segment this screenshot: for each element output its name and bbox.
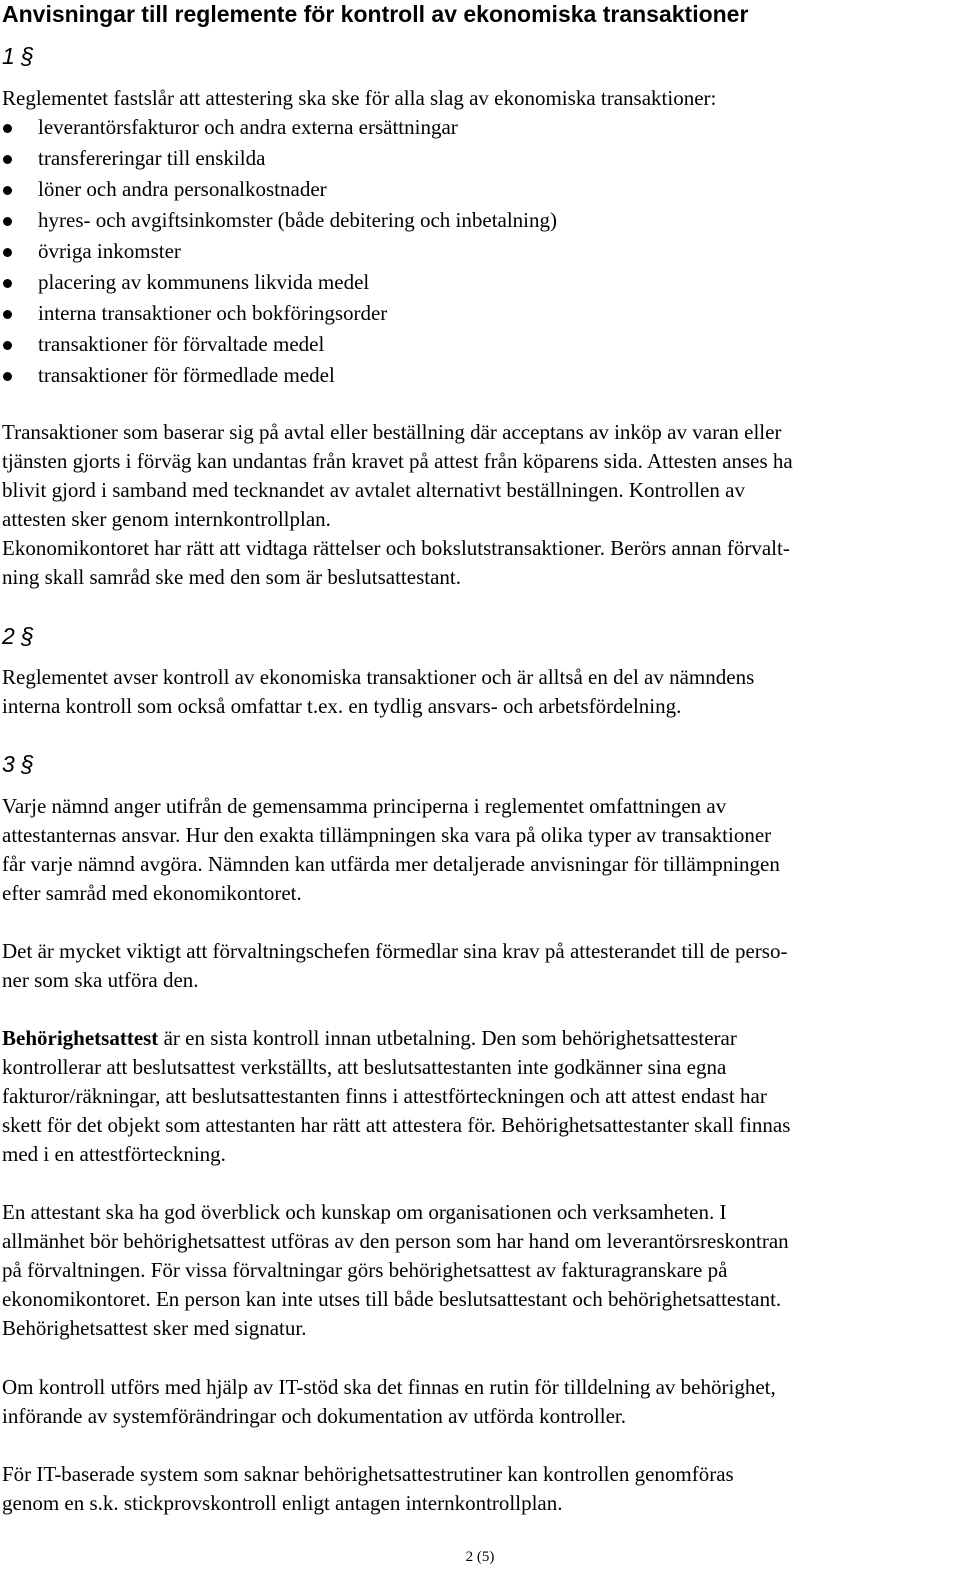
section-3-paragraph-3 [2,1024,956,1169]
text-line: Transaktioner som baserar sig på avtal eller beställning där acceptans av inköp av varan eller [2,420,782,444]
list-item [2,267,557,298]
text-line [2,1024,956,1053]
text-line: med i en attestförteckning. [2,1142,226,1166]
text-line: ekonomikontoret. En person kan inte utses till både beslutsattestant och behörighetsattestant. [2,1287,782,1311]
section-1-number: 1 § [2,43,34,69]
bullet-icon [3,124,12,133]
bullet-icon [3,279,12,288]
list-item-label: övriga inkomster [38,239,181,263]
bullet-icon [3,248,12,257]
text-line: Det är mycket viktigt att förvaltningschefen förmedlar sina krav på attesterandet till de perso- [2,939,788,963]
section-3-paragraph-4 [2,1198,956,1343]
list-item [2,112,557,143]
section-3-paragraph-6 [2,1460,956,1518]
text-segment: är en sista kontroll innan utbetalning. Den som behörighetsattesterar [158,1026,737,1050]
text-line: efter samråd med ekonomikontoret. [2,881,302,905]
list-item-label: löner och andra personalkostnader [38,177,327,201]
text-line: Ekonomikontoret har rätt att vidtaga rättelser och bokslutstransaktioner. Berörs annan förvalt- [2,536,790,560]
text-line: attesten sker genom internkontrollplan. [2,507,331,531]
text-line: genom en s.k. stickprovskontroll enligt antagen internkontrollplan. [2,1491,563,1515]
text-line: Reglementet avser kontroll av ekonomiska transaktioner och är alltså en del av nämndens [2,665,755,689]
section-3-paragraph-1 [2,792,956,908]
list-item [2,360,557,391]
section-1-paragraph [2,418,956,592]
list-item-label: placering av kommunens likvida medel [38,270,370,294]
section-3-paragraph-5 [2,1373,956,1431]
text-line: attestanternas ansvar. Hur den exakta tillämpningen ska vara på olika typer av transaktioner [2,823,772,847]
text-line: Reglementet fastslår att attestering ska ske för alla slag av ekonomiska transaktioner: [2,86,717,110]
text-line: blivit gjord i samband med tecknandet av avtalet alternativt beställningen. Kontrollen av [2,478,745,502]
text-line: fakturor/räkningar, att beslutsattestanten finns i attestförteckningen och att attest endast har [2,1084,767,1108]
text-line: En attestant ska ha god överblick och kunskap om organisationen och verksamheten. I [2,1200,727,1224]
list-item [2,329,557,360]
page-number: 2 (5) [465,1549,495,1565]
bullet-icon [3,310,12,319]
text-line: kontrollerar att beslutsattest verkställts, att beslutsattestanten inte godkänner sina egna [2,1055,727,1079]
text-line: skett för det objekt som attestanten har rätt att attestera för. Behörighetsattestanter skall finnas [2,1113,791,1137]
bullet-icon [3,372,12,381]
document-heading: Anvisningar till reglemente för kontroll av ekonomiska transaktioner [2,1,749,27]
text-line: Varje nämnd anger utifrån de gemensamma principerna i reglementet omfattningen av [2,794,727,818]
bullet-icon [3,155,12,164]
list-item [2,174,557,205]
text-line: på förvaltningen. För vissa förvaltningar görs behörighetsattest av fakturagranskare på [2,1258,728,1282]
bullet-icon [3,341,12,350]
text-line: För IT-baserade system som saknar behörighetsattestrutiner kan kontrollen genomföras [2,1462,734,1486]
list-item [2,143,557,174]
list-item-label: transaktioner för förvaltade medel [38,332,325,356]
list-item-label: leverantörsfakturor och andra externa ersättningar [38,115,458,139]
list-item-label: hyres- och avgiftsinkomster (både debitering och inbetalning) [38,208,558,232]
bullet-icon [3,186,12,195]
text-line: ning skall samråd ske med den som är beslutsattestant. [2,565,461,589]
list-item-label: interna transaktioner och bokföringsorder [38,301,388,325]
text-line: interna kontroll som också omfattar t.ex. en tydlig ansvars- och arbetsfördelning. [2,694,682,718]
text-line: får varje nämnd avgöra. Nämnden kan utfärda mer detaljerade anvisningar för tillämpningen [2,852,780,876]
text-line: införande av systemförändringar och dokumentation av utförda kontroller. [2,1404,626,1428]
section-3-paragraph-2 [2,937,956,995]
list-item [2,236,557,267]
section-2-number: 2 § [2,623,34,649]
text-line: tjänsten gjorts i förväg kan undantas från kravet på attest från köparens sida. Attesten anses ha [2,449,793,473]
list-item-label: transfereringar till enskilda [38,146,266,170]
text-line: Om kontroll utförs med hjälp av IT-stöd ska det finnas en rutin för tilldelning av behörighet, [2,1375,776,1399]
section-3-number: 3 § [2,751,34,777]
section-1-intro [2,84,956,113]
text-line: allmänhet bör behörighetsattest utföras av den person som har hand om leverantörsreskontran [2,1229,789,1253]
list-item [2,298,557,329]
text-line: ner som ska utföra den. [2,968,199,992]
text-line: Behörighetsattest sker med signatur. [2,1316,307,1340]
section-2-paragraph [2,663,956,721]
bullet-icon [3,217,12,226]
term-behorighetsattest: Behörighetsattest [2,1026,159,1050]
list-item [2,205,557,236]
transaction-type-list [2,112,557,391]
list-item-label: transaktioner för förmedlade medel [38,363,335,387]
